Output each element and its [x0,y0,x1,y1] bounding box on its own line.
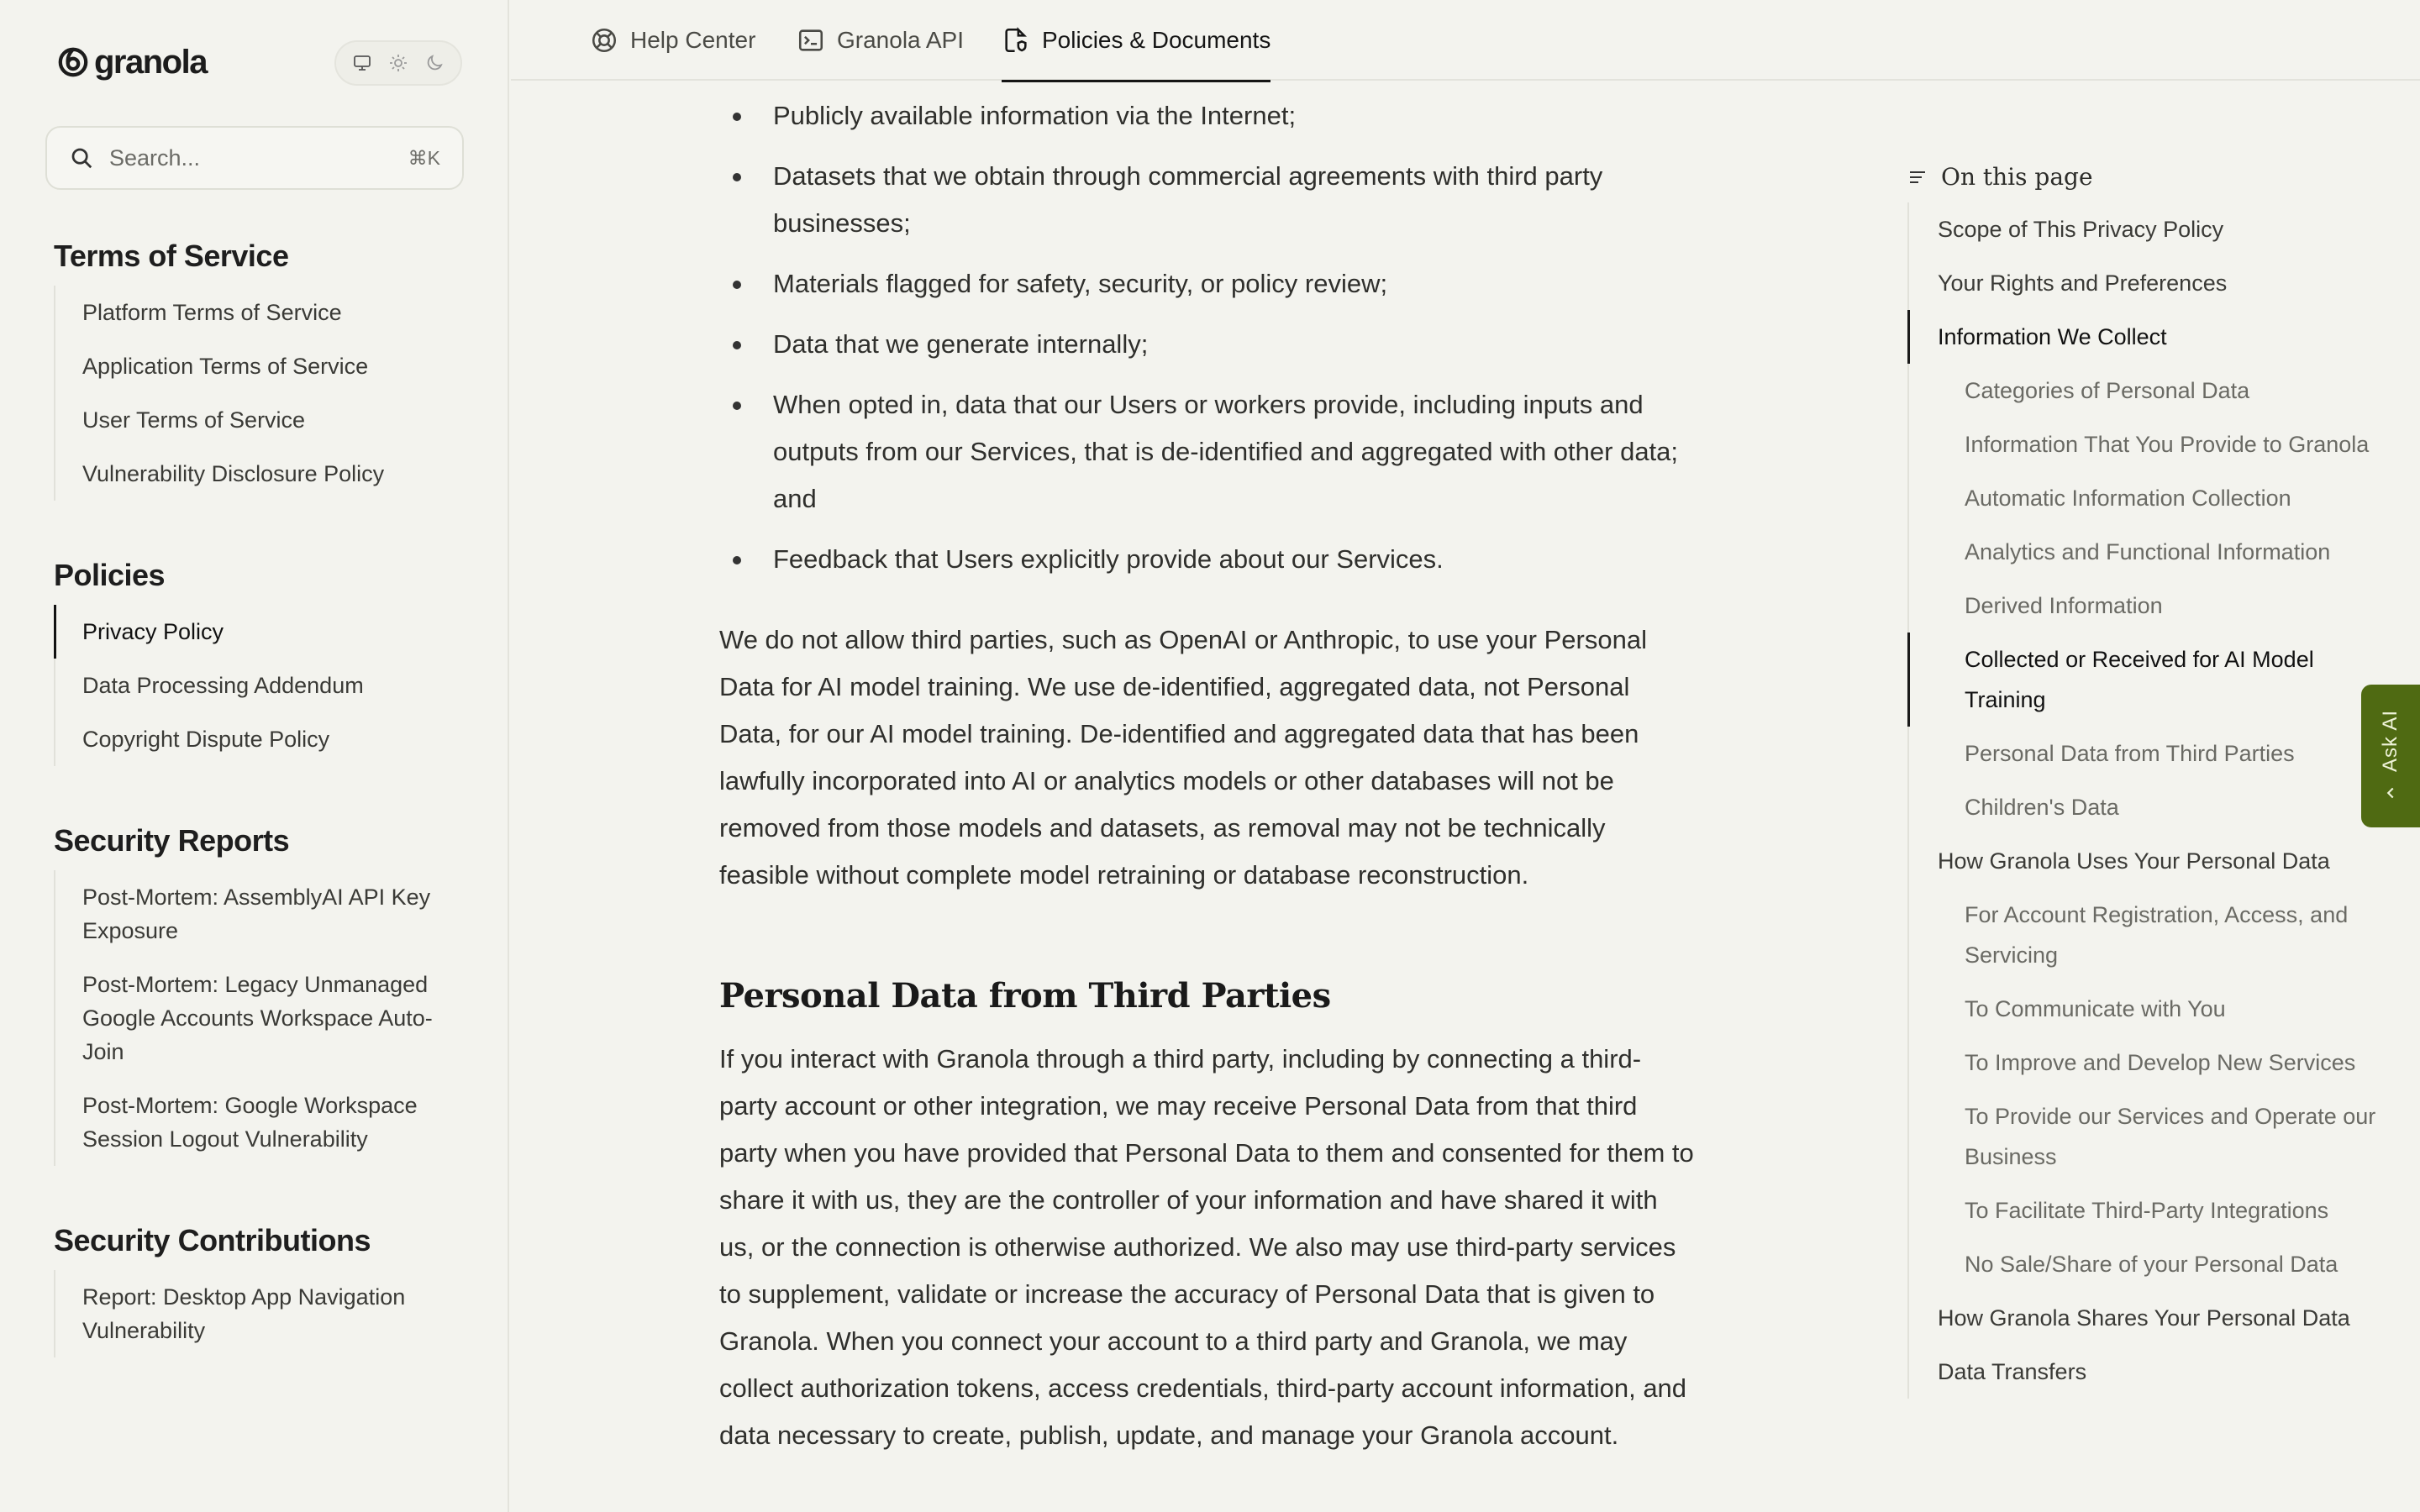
sidebar-item-google-accounts-postmortem[interactable]: Post-Mortem: Legacy Unmanaged Google Accounts Workspace Auto-Join [82,972,433,1064]
document-shield-icon [1002,26,1030,55]
toc-item[interactable]: Collected or Received for AI Model Training [1909,633,2378,727]
sidebar-item-application-terms[interactable]: Application Terms of Service [82,354,369,379]
toc-item[interactable]: Information We Collect [1909,310,2378,364]
terminal-icon [797,26,825,55]
toc-item[interactable]: To Provide our Services and Operate our Business [1965,1104,2376,1169]
tab-help-center[interactable] [590,0,755,81]
theme-switcher [334,40,462,86]
toc-item[interactable]: How Granola Shares Your Personal Data [1938,1305,2350,1331]
sidebar-item-vulnerability-disclosure[interactable]: Vulnerability Disclosure Policy [82,461,385,486]
list-item: When opted in, data that our Users or workers provide, including inputs and outputs from our Services, that is de-identified and aggregated with other data; and [719,381,1694,522]
granola-logo-icon [57,46,89,78]
toc-item[interactable]: Your Rights and Preferences [1938,270,2228,296]
sidebar-item-session-logout-postmortem[interactable]: Post-Mortem: Google Workspace Session Logout Vulnerability [82,1093,418,1152]
toc-header [1907,163,2378,191]
toc-item[interactable]: Automatic Information Collection [1965,486,2291,511]
list-item: Publicly available information via the Internet; [719,92,1694,139]
search-shortcut: ⌘K [408,146,440,169]
search-input[interactable] [109,145,408,171]
main-content [719,81,1694,1512]
chevron-left-icon [2381,784,2400,802]
nav-section-policies [54,558,457,766]
toc-item[interactable]: To Improve and Develop New Services [1965,1050,2356,1075]
tab-label: Granola API [837,27,964,53]
nav-section-security-contributions [54,1223,457,1357]
sun-icon[interactable] [386,50,411,76]
toc-item[interactable]: To Facilitate Third-Party Integrations [1965,1198,2329,1223]
sidebar-item-platform-terms[interactable]: Platform Terms of Service [82,300,342,325]
toc-item[interactable]: To Communicate with You [1965,996,2226,1021]
sidebar-item-desktop-app-report[interactable]: Report: Desktop App Navigation Vulnerability [82,1284,406,1343]
paragraph-ai-training: We do not allow third parties, such as OpenAI or Anthropic, to use your Personal Data for AI model training. We use de-identified, aggregated data, not Personal Data, for our AI model training. De-identified and aggregated data that has been lawfully incorporated into AI or analytics models or other databases will not be removed from those models and datasets, as removal may not be technically feasible without complete model retraining or database reconstruction. [719,625,1647,890]
toc-item[interactable]: Personal Data from Third Parties [1965,741,2295,766]
list-icon [1907,167,1928,187]
nav-heading: Policies [54,558,166,592]
toc-item[interactable]: Analytics and Functional Information [1965,539,2331,564]
table-of-contents [1907,163,2378,1399]
list-item: Datasets that we obtain through commercial agreements with third party businesses; [719,153,1694,247]
sidebar-item-assemblyai-postmortem[interactable]: Post-Mortem: AssemblyAI API Key Exposure [82,885,431,943]
nav-heading: Security Reports [54,823,290,858]
list-item: Data that we generate internally; [719,321,1694,368]
ask-ai-button[interactable] [2361,685,2420,827]
tab-policies-documents[interactable] [1002,0,1270,81]
sidebar-item-copyright-dispute[interactable]: Copyright Dispute Policy [82,727,330,752]
search-box[interactable] [45,126,464,190]
list-item: Materials flagged for safety, security, or policy review; [719,260,1694,307]
tab-label: Policies & Documents [1042,27,1271,53]
tab-granola-api[interactable] [797,0,964,81]
nav-section-security-reports [54,823,457,1166]
list-item: Feedback that Users explicitly provide about our Services. [719,536,1694,583]
sidebar-item-data-processing[interactable]: Data Processing Addendum [82,673,364,698]
lifebuoy-icon [590,26,618,55]
nav-section-terms [54,239,457,501]
toc-item[interactable]: For Account Registration, Access, and Servicing [1965,902,2349,968]
toc-title: On this page [1941,163,2093,191]
toc-item[interactable]: Children's Data [1965,795,2119,820]
nav-heading: Security Contributions [54,1223,371,1257]
search-icon [69,145,94,171]
tab-label: Help Center [630,27,756,53]
sidebar-item-user-terms[interactable]: User Terms of Service [82,407,306,433]
sidebar-item-privacy-policy[interactable]: Privacy Policy [55,605,457,659]
monitor-icon[interactable] [350,50,375,76]
toc-item[interactable]: Scope of This Privacy Policy [1938,217,2224,242]
ask-ai-label: Ask AI [2379,709,2402,773]
section-heading: Personal Data from Third Parties [719,976,1331,1016]
toc-item[interactable]: Information That You Provide to Granola [1965,432,2370,457]
toc-item[interactable]: Categories of Personal Data [1965,378,2250,403]
nav-heading: Terms of Service [54,239,289,273]
toc-item[interactable]: Data Transfers [1938,1359,2087,1384]
toc-item[interactable]: No Sale/Share of your Personal Data [1965,1252,2338,1277]
toc-item[interactable]: Derived Information [1965,593,2163,618]
moon-icon[interactable] [422,50,447,76]
paragraph-third-parties: If you interact with Granola through a third party, including by connecting a third-party account or other integration, we may receive Personal Data from that third party when you have provided that Personal Data to them and consented for them to share it with us, they are the controller of your information and have shared it with us, or the connection is otherwise authorized. We also may use third-party services to supplement, validate or increase the accuracy of Personal Data that is given to Granola. When you connect your account to a third party and Granola, we may collect authorization tokens, access credentials, third-party account information, and data necessary to create, publish, update, and manage your Granola account. [719,1044,1694,1450]
toc-item[interactable]: How Granola Uses Your Personal Data [1938,848,2330,874]
brand-name: granola [94,44,207,81]
bullet-list [719,92,1694,583]
top-nav [511,0,2420,81]
sidebar [0,0,509,1512]
toc-list [1907,202,2378,1399]
brand-logo[interactable] [57,42,207,82]
